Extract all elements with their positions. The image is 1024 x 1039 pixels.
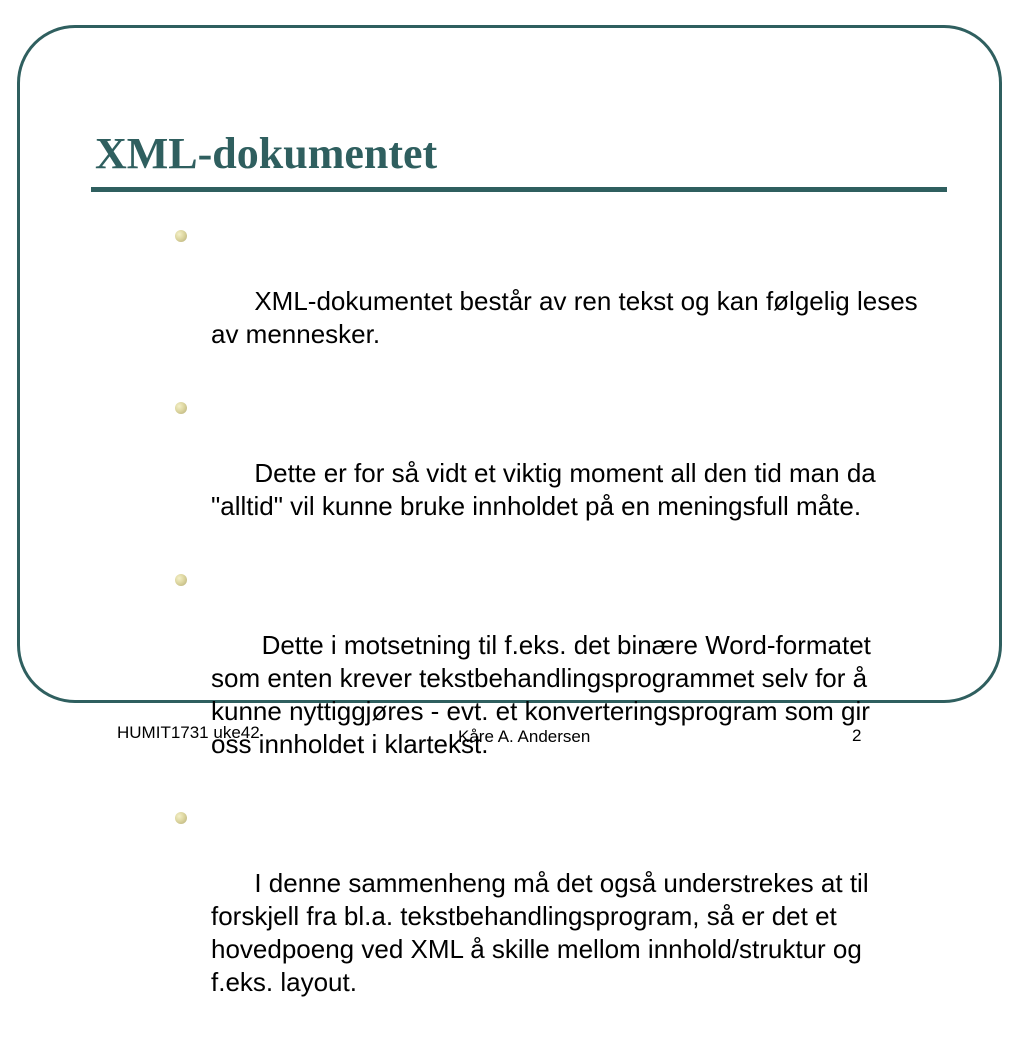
bullet-text: Dette er for så vidt et viktig moment all den tid man da "alltid" vil kunne bruke innholdet på en meningsfull måte. bbox=[211, 458, 876, 521]
bullet-item bbox=[211, 801, 1011, 1032]
bullet-dot-icon bbox=[175, 402, 187, 414]
title-underline bbox=[91, 187, 947, 192]
footer-course-code: HUMIT1731 uke42 bbox=[117, 723, 260, 742]
bullet-list bbox=[211, 219, 1011, 1039]
bullet-item bbox=[211, 563, 1011, 794]
bullet-text: Dette i motsetning til f.eks. det binære Word-formatet som enten krever tekstbehandlingsprogrammet selv for å kunne nyttiggjøres - evt. et konverteringsprogram som gir oss innholdet i klartekst. bbox=[211, 630, 871, 759]
bullet-text: I denne sammenheng må det også understrekes at til forskjell fra bl.a. tekstbehandlingsprogram, så er det et hovedpoeng ved XML å skille mellom innhold/struktur og f.eks. layout. bbox=[211, 868, 869, 997]
bullet-item bbox=[211, 219, 1011, 384]
bullet-dot-icon bbox=[175, 812, 187, 824]
footer-author: Kåre A. Andersen bbox=[458, 727, 591, 746]
slide-title: XML-dokumentet bbox=[95, 129, 438, 178]
bullet-item bbox=[211, 391, 1011, 556]
bullet-dot-icon bbox=[175, 574, 187, 586]
footer-page-number: 2 bbox=[852, 726, 862, 745]
bullet-text: XML-dokumentet består av ren tekst og kan følgelig leses av mennesker. bbox=[211, 286, 918, 349]
bullet-dot-icon bbox=[175, 230, 187, 242]
